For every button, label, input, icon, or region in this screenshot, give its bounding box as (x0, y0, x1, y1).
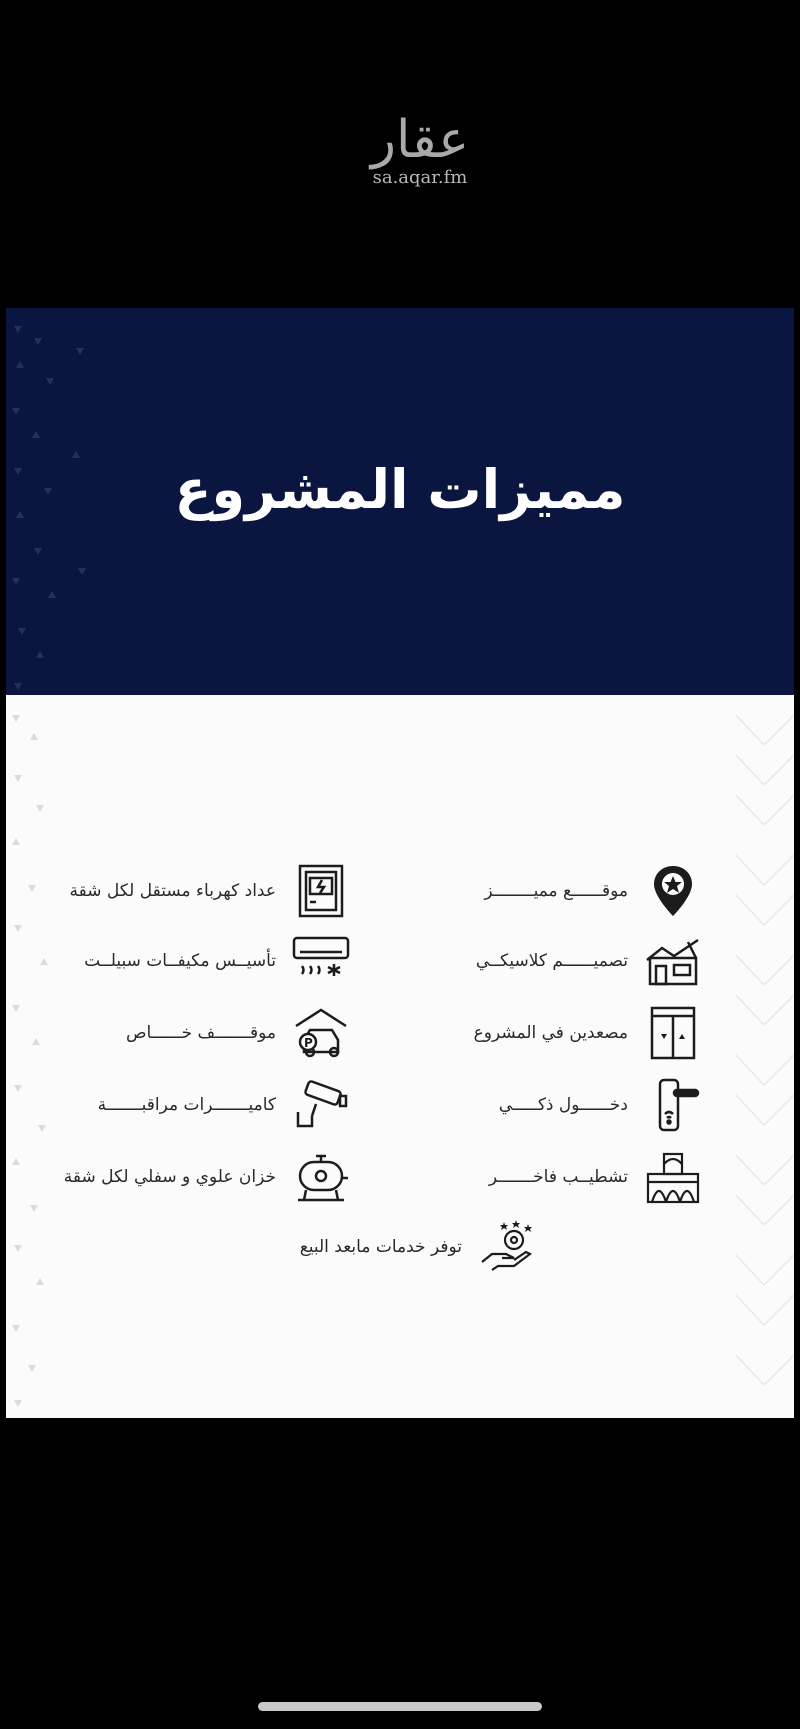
feature-water-tanks (64, 1148, 350, 1206)
feature-luxury-finish (489, 1148, 702, 1206)
hero-banner (6, 308, 794, 695)
aqar-logo (350, 112, 490, 188)
feature-split-ac (84, 932, 350, 990)
feature-label: مصعدين في المشروع (473, 1023, 628, 1043)
feature-after-sales-service (300, 1218, 536, 1276)
logo-arabic: عقار (370, 110, 470, 170)
svg-text:P: P (304, 1036, 313, 1050)
feature-elevators (474, 1004, 702, 1062)
smart-lock-icon (644, 1076, 702, 1134)
classic-house-icon (644, 932, 702, 990)
feature-premium-location (484, 862, 702, 920)
right-chevron-pattern (736, 695, 794, 1418)
feature-label: خزان علوي و سفلي لكل شقة (63, 1167, 276, 1187)
feature-label: تشطيــب فاخـــــــر (488, 1167, 628, 1187)
luxury-finish-icon (644, 1148, 702, 1206)
feature-label: عداد كهرباء مستقل لكل شقة (69, 881, 276, 901)
feature-label: موقــــــع مميــــــــز (484, 881, 628, 901)
location-star-icon (644, 862, 702, 920)
split-ac-icon (292, 932, 350, 990)
logo-url: sa.aqar.fm (372, 167, 468, 188)
top-black-bar (0, 0, 800, 308)
elevator-icon (644, 1004, 702, 1062)
feature-private-parking (126, 1004, 350, 1062)
feature-label: توفر خدمات مابعد البيع (299, 1237, 462, 1257)
feature-label: تصميــــــم كلاسيكــي (475, 951, 628, 971)
after-sales-service-icon (478, 1218, 536, 1276)
bottom-black-bar (0, 1418, 800, 1729)
feature-security-cameras (98, 1076, 350, 1134)
feature-label: دخــــــول ذكـــــي (498, 1095, 628, 1115)
feature-electric-meter (70, 862, 350, 920)
left-triangle-pattern (6, 695, 66, 1418)
feature-classic-design (476, 932, 702, 990)
feature-label: كاميـــــــرات مراقبـــــــة (97, 1095, 276, 1115)
home-indicator[interactable] (258, 1702, 542, 1711)
feature-label: تأسيــس مكيفــات سبيلــت (84, 951, 276, 971)
water-tank-icon (292, 1148, 350, 1206)
hero-title: مميزات المشروع (174, 458, 626, 521)
security-camera-icon (292, 1076, 350, 1134)
project-features-card (6, 308, 794, 1418)
electric-meter-icon (292, 862, 350, 920)
private-parking-icon (292, 1004, 350, 1062)
feature-label: موقـــــــف خــــــاص (125, 1023, 276, 1043)
feature-smart-entry (499, 1076, 702, 1134)
features-section (6, 695, 794, 1418)
